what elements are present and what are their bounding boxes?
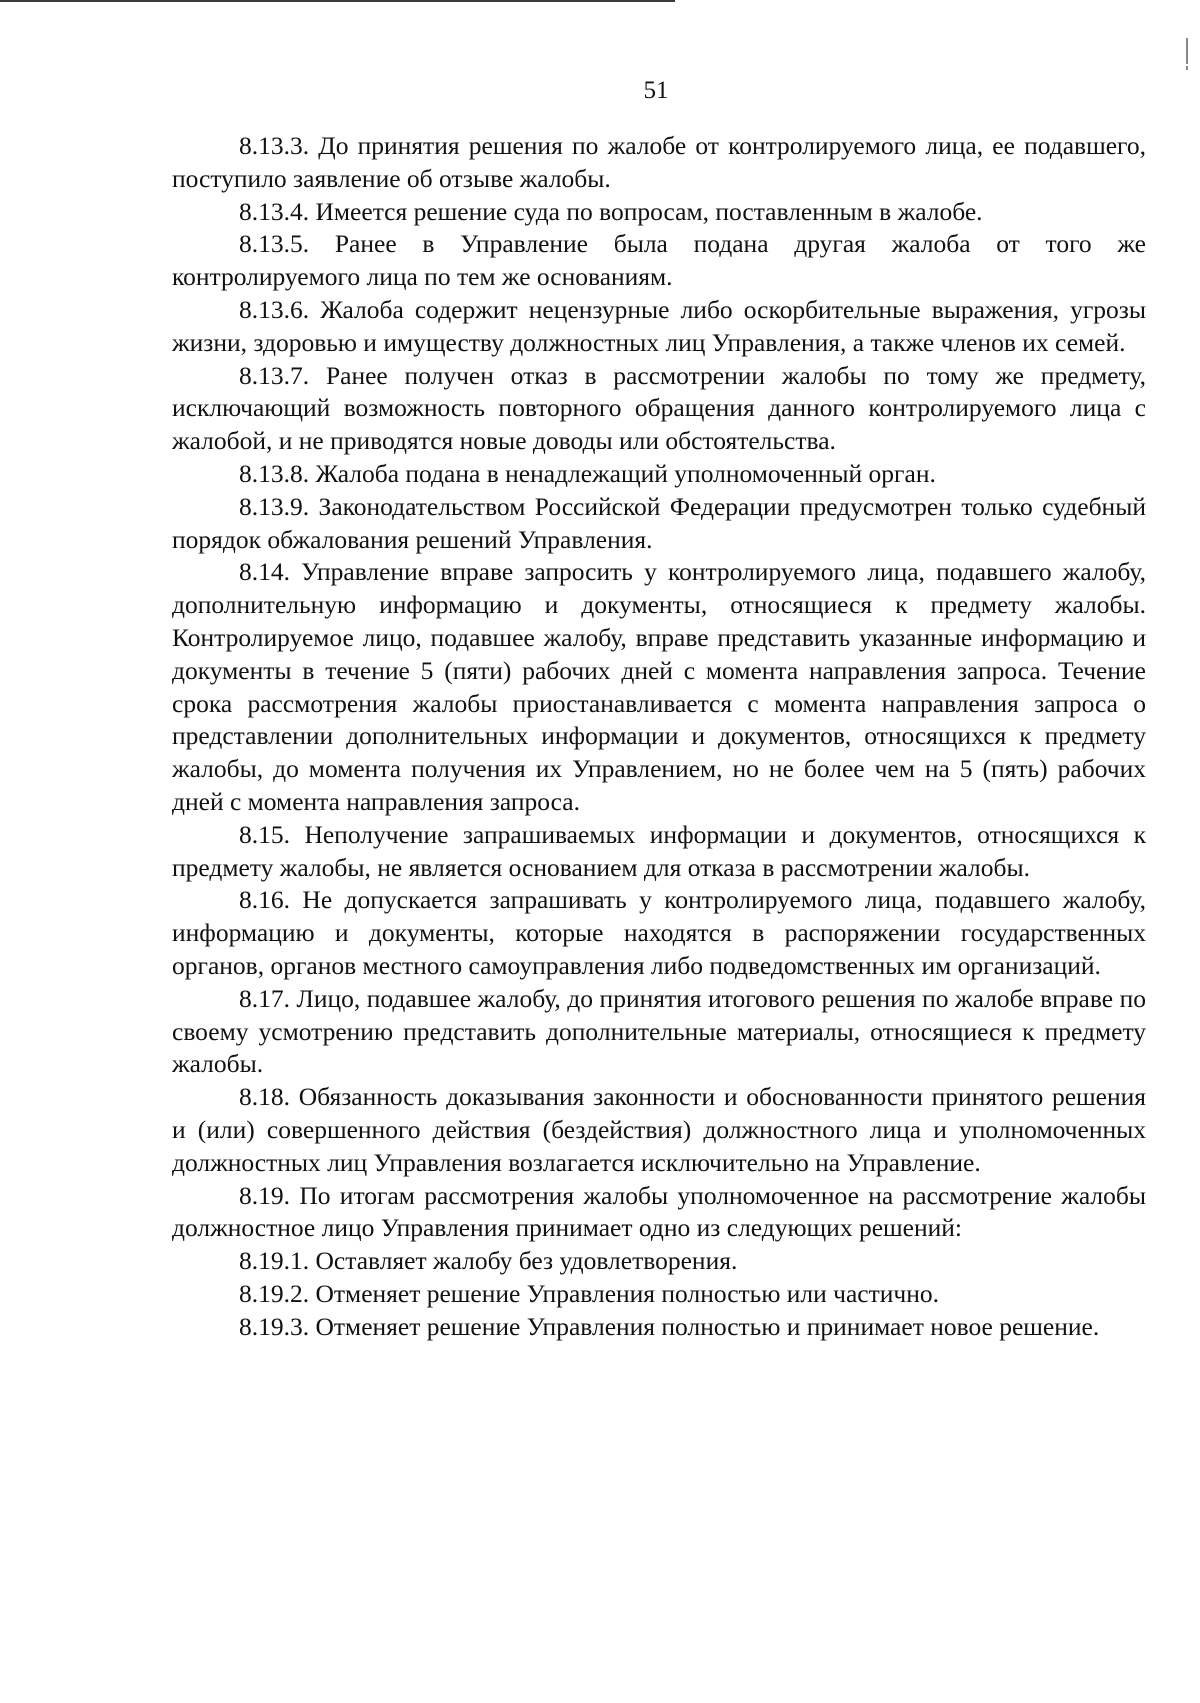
clause-8-18: 8.18. Обязанность доказывания законности и обоснованности принятого решения и (или) совершенного действия (бездействия) должностного лица и уполномоченных должностных лиц Управления возлагается исключительно на Управление. <box>172 1082 1146 1177</box>
clause-8-13-4: 8.13.4. Имеется решение суда по вопросам, поставленным в жалобе. <box>239 196 983 226</box>
clause-8-19-2: 8.19.2. Отменяет решение Управления полностью или частично. <box>239 1278 939 1308</box>
clause-8-13-8: 8.13.8. Жалоба подана в ненадлежащий уполномоченный орган. <box>239 458 936 488</box>
clause-8-19-1: 8.19.1. Оставляет жалобу без удовлетворения. <box>239 1246 738 1276</box>
clause-8-19: 8.19. По итогам рассмотрения жалобы уполномоченное на рассмотрение жалобы должностное лицо Управления принимает одно из следующих решений: <box>172 1180 1146 1243</box>
scan-edge-mark <box>1186 38 1188 64</box>
clause-8-15: 8.15. Неполучение запрашиваемых информации и документов, относящихся к предмету жалобы, не является основанием для отказа в рассмотрении жалобы. <box>172 819 1146 882</box>
document-body <box>172 130 1146 1343</box>
clause-8-13-6: 8.13.6. Жалоба содержит нецензурные либо оскорбительные выражения, угрозы жизни, здоровью и имуществу должностных лиц Управления, а также членов их семей. <box>172 294 1146 357</box>
clause-8-13-9: 8.13.9. Законодательством Российской Федерации предусмотрен только судебный порядок обжалования решений Управления. <box>172 491 1146 554</box>
page-number: 51 <box>643 77 669 104</box>
clause-8-16: 8.16. Не допускается запрашивать у контролируемого лица, подавшего жалобу, информацию и документы, которые находятся в распоряжении государственных органов, органов местного самоуправления либо подведомственных им организаций. <box>172 885 1146 980</box>
clause-8-13-3: 8.13.3. До принятия решения по жалобе от контролируемого лица, ее подавшего, поступило заявление об отзыве жалобы. <box>172 131 1146 193</box>
clause-8-19-3: 8.19.3. Отменяет решение Управления полностью и принимает новое решение. <box>239 1311 1100 1341</box>
clause-8-13-5: 8.13.5. Ранее в Управление была подана другая жалоба от того же контролируемого лица по тем же основаниям. <box>172 229 1146 292</box>
clause-8-17: 8.17. Лицо, подавшее жалобу, до принятия итогового решения по жалобе вправе по своему усмотрению представить дополнительные материалы, относящиеся к предмету жалобы. <box>172 983 1146 1079</box>
clause-8-14: 8.14. Управление вправе запросить у контролируемого лица, подавшего жалобу, дополнительную информацию и документы, относящиеся к предмету жалобы. Контролируемое лицо, подавшее жалобу, вправе представить указанные информацию и документы в течение 5 (пяти) рабочих дней с момента направления запроса. Течение срока рассмотрения жалобы приостанавливается с момента направления запроса о представлении дополнительных информации и документов, относящихся к предмету жалобы, до момента получения их Управлением, но не более чем на 5 (пять) рабочих дней с момента направления запроса. <box>172 557 1146 816</box>
scan-top-edge-line <box>0 0 675 2</box>
clause-8-13-7: 8.13.7. Ранее получен отказ в рассмотрении жалобы по тому же предмету, исключающий возможность повторного обращения данного контролируемого лица с жалобой, и не приводятся новые доводы или обстоятельства. <box>172 360 1146 456</box>
scan-edge-mark <box>1186 66 1188 70</box>
